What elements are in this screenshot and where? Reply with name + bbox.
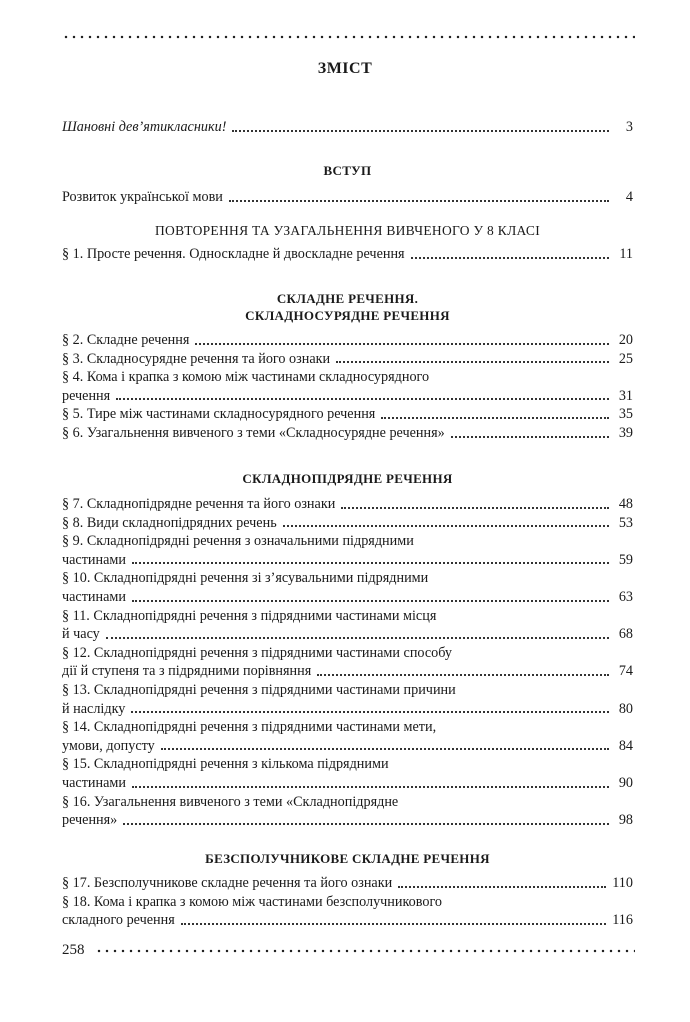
section-subheading: СКЛАДНОСУРЯДНЕ РЕЧЕННЯ xyxy=(245,308,450,323)
entry-page: 4 xyxy=(625,189,633,205)
entry-text: § 3. Складносурядне речення та його ознаки xyxy=(62,350,331,367)
entry-page: 90 xyxy=(618,774,633,791)
toc-entry[interactable] xyxy=(62,893,633,930)
leader-dots xyxy=(283,521,609,527)
entry-text: § 7. Складнопідрядне речення та його ознаки xyxy=(62,496,336,512)
section-heading: ПОВТОРЕННЯ ТА УЗАГАЛЬНЕННЯ ВИВЧЕНОГО У 8 КЛАСІ xyxy=(154,223,541,238)
entry-text: § 6. Узагальнення вивченого з теми «Складносурядне речення» xyxy=(62,424,445,441)
section-heading: ВСТУП xyxy=(323,163,372,178)
entry-text: Розвиток української мови xyxy=(62,189,223,205)
section-heading: СКЛАДНЕ РЕЧЕННЯ. xyxy=(276,291,419,306)
entry-text: й часу xyxy=(62,626,100,643)
entry-text-first-line: § 15. Складнопідрядні речення з кількома підрядними xyxy=(62,756,389,773)
toc-entry[interactable] xyxy=(62,118,633,137)
entry-text: речення» xyxy=(62,812,118,829)
entry-text-first-line: § 11. Складнопідрядні речення з підрядними частинами місця xyxy=(62,607,437,624)
leader-dots xyxy=(398,882,606,888)
top-dotted-rule xyxy=(62,35,635,39)
entry-text-first-line: § 4. Кома і крапка з комою між частинами складносурядного xyxy=(62,369,430,386)
entry-page: 63 xyxy=(618,588,633,605)
entry-page: 74 xyxy=(618,663,633,680)
toc-entry[interactable] xyxy=(62,368,633,405)
toc-entry[interactable] xyxy=(62,681,633,718)
pidriadne-section xyxy=(62,470,633,830)
entry-text-first-line: § 18. Кома і крапка з комою між частинами безсполучникового xyxy=(62,893,443,910)
toc-entry[interactable] xyxy=(62,188,633,207)
leader-dots xyxy=(195,339,609,345)
entry-text: складного речення xyxy=(62,912,175,929)
toc-entry[interactable] xyxy=(62,424,633,443)
toc-entry[interactable] xyxy=(62,514,633,533)
toc-entry[interactable] xyxy=(62,495,633,514)
vstup-section xyxy=(62,162,633,207)
toc-entry[interactable] xyxy=(62,644,633,681)
entry-text: речення xyxy=(62,387,111,404)
bottom-dotted-rule xyxy=(95,949,636,953)
toc-entry[interactable] xyxy=(62,793,633,830)
entry-text: § 17. Безсполучникове складне речення та його ознаки xyxy=(62,875,393,891)
leader-dots xyxy=(132,596,609,602)
entry-page: 59 xyxy=(618,551,633,568)
bezspoluchnykove-section xyxy=(62,850,633,930)
entry-page: 110 xyxy=(612,875,633,891)
leader-dots xyxy=(123,819,609,825)
leader-dots xyxy=(229,196,609,202)
leader-dots xyxy=(132,558,609,564)
entry-text-first-line: § 13. Складнопідрядні речення з підрядними частинами причини xyxy=(62,681,456,698)
povtorennia-section xyxy=(62,222,633,264)
leader-dots xyxy=(181,919,606,925)
entry-page: 98 xyxy=(618,812,633,829)
toc-entry[interactable] xyxy=(62,245,633,264)
leader-dots xyxy=(116,394,609,400)
toc-entry[interactable] xyxy=(62,532,633,569)
intro-section xyxy=(62,118,633,137)
leader-dots xyxy=(132,782,609,788)
entry-text: дії й ступеня та з підрядними порівняння xyxy=(62,663,312,680)
entry-page: 25 xyxy=(618,350,633,367)
toc-entry[interactable] xyxy=(62,350,633,369)
entry-text-first-line: § 10. Складнопідрядні речення зі з’ясувальними підрядними xyxy=(62,570,429,587)
entry-page: 84 xyxy=(618,737,633,754)
leader-dots xyxy=(106,633,609,639)
entry-page: 53 xyxy=(618,514,633,531)
entry-page: 48 xyxy=(618,496,633,512)
entry-page: 3 xyxy=(625,119,633,135)
toc-entry[interactable] xyxy=(62,718,633,755)
toc-entry[interactable] xyxy=(62,405,633,424)
entry-text-first-line: § 12. Складнопідрядні речення з підрядними частинами способу xyxy=(62,644,453,661)
leader-dots xyxy=(411,253,609,259)
toc-entry[interactable] xyxy=(62,874,633,893)
entry-text: § 8. Види складнопідрядних речень xyxy=(62,514,277,531)
leader-dots xyxy=(161,744,609,750)
skladne-section xyxy=(62,290,633,443)
leader-dots xyxy=(451,432,609,438)
entry-page: 80 xyxy=(618,700,633,717)
entry-page: 116 xyxy=(612,912,633,929)
toc-entry[interactable] xyxy=(62,607,633,644)
leader-dots xyxy=(381,413,609,419)
entry-text: § 1. Просте речення. Односкладне й двоскладне речення xyxy=(62,246,405,262)
leader-dots xyxy=(336,357,609,363)
toc-entry[interactable] xyxy=(62,755,633,792)
entry-text: § 5. Тире між частинами складносурядного речення xyxy=(62,406,376,423)
entry-text: Шановні дев’ятикласники! xyxy=(62,119,227,135)
entry-text: § 2. Складне речення xyxy=(62,332,190,348)
page-title: ЗМІСТ xyxy=(317,60,373,77)
entry-page: 39 xyxy=(618,424,633,441)
leader-dots xyxy=(317,670,609,676)
entry-text: частинами xyxy=(62,551,126,568)
section-heading: СКЛАДНОПІДРЯДНЕ РЕЧЕННЯ xyxy=(242,471,453,486)
page-number: 258 xyxy=(62,942,85,958)
entry-text: частинами xyxy=(62,774,126,791)
entry-text: й наслідку xyxy=(62,700,126,717)
entry-page: 35 xyxy=(618,406,633,423)
entry-text-first-line: § 16. Узагальнення вивченого з теми «Складнопідрядне xyxy=(62,793,399,810)
entry-text-first-line: § 14. Складнопідрядні речення з підрядними частинами мети, xyxy=(62,719,437,736)
page-footer xyxy=(62,942,635,959)
toc-entry[interactable] xyxy=(62,331,633,350)
entry-text: умови, допусту xyxy=(62,737,155,754)
toc-entry[interactable] xyxy=(62,569,633,606)
leader-dots xyxy=(131,707,609,713)
entry-text: частинами xyxy=(62,588,126,605)
entry-page: 20 xyxy=(618,332,633,348)
entry-text-first-line: § 9. Складнопідрядні речення з означальними підрядними xyxy=(62,533,414,550)
leader-dots xyxy=(232,126,609,132)
entry-page: 31 xyxy=(618,387,633,404)
entry-page: 68 xyxy=(618,626,633,643)
leader-dots xyxy=(341,503,609,509)
entry-page: 11 xyxy=(619,246,633,262)
section-heading: БЕЗСПОЛУЧНИКОВЕ СКЛАДНЕ РЕЧЕННЯ xyxy=(205,851,490,866)
